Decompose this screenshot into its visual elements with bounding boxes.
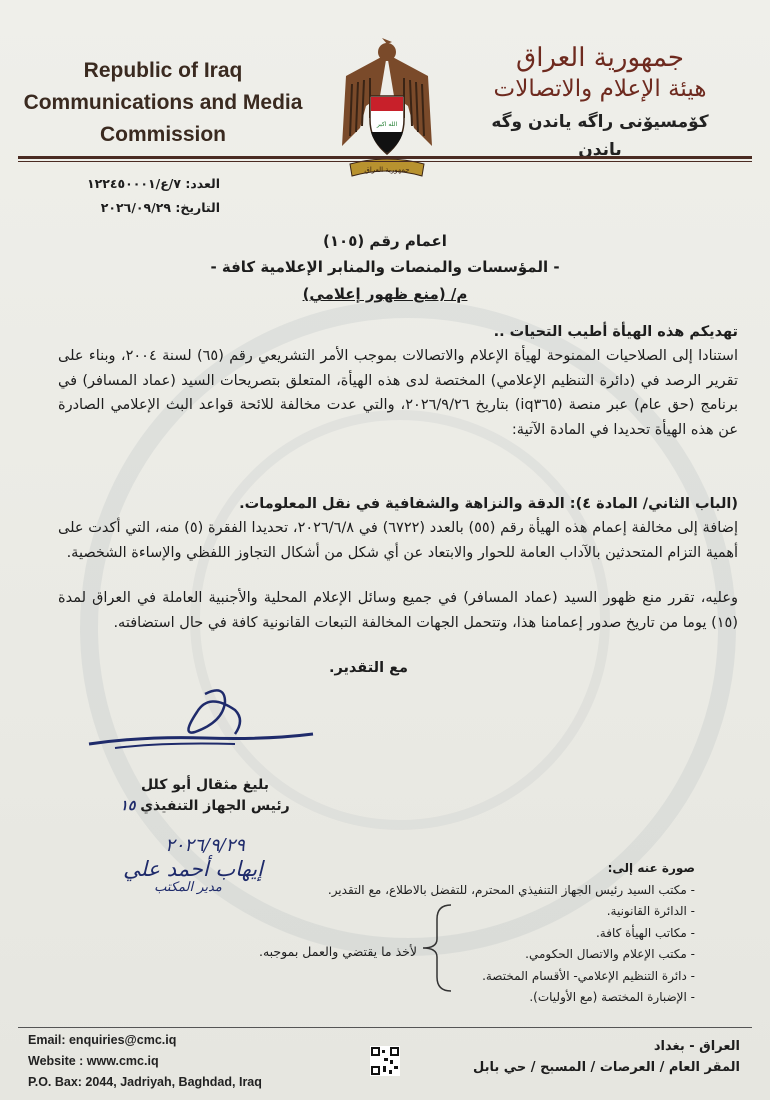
signature-scribble — [85, 682, 315, 762]
copies-item: - الدائرة القانونية. — [606, 904, 695, 918]
reference-block — [60, 172, 220, 220]
body-paragraph-3: وعليه، تقرر منع ظهور السيد (عماد المسافر) في جميع وسائل الإعلام المحلية والأجنبية العاملة في العراق لمدة (١٥) يوما من تاريخ صدور إعمامنا هذا، وتتحمل الجهات المخالفة التبعات القانونية كافة في حال استضافته. — [58, 590, 738, 631]
qr-code-icon — [370, 1046, 400, 1076]
footer-contact — [28, 1030, 262, 1093]
signatory-title-text: رئيس الجهاز التنفيذي — [140, 798, 290, 814]
copies-item: - مكتب الإعلام والاتصال الحكومي. — [525, 947, 695, 961]
copies-item: - الإضبارة المختصة (مع الأوليات). — [529, 990, 695, 1004]
copies-item: - مكاتب الهيأة كافة. — [595, 925, 695, 940]
arabic-letterhead-line1: جمهورية العراق — [516, 43, 684, 73]
reference-date: التاريخ: ٢٠٢٦/٠٩/٢٩ — [100, 200, 220, 215]
footer-email: Email: enquiries@cmc.iq — [28, 1033, 177, 1047]
footer-address-detail: المقر العام / العرصات / المسبح / حي بابل — [472, 1060, 740, 1075]
circular-subject: م/ (منع ظهور إعلامي) — [302, 285, 468, 303]
handwritten-office-manager: إيهاب أحمد علي — [123, 857, 263, 881]
footer-address-city: العراق - بغداد — [653, 1039, 740, 1054]
emblem-ribbon-text: جمهورية العراق — [364, 166, 410, 174]
english-letterhead-line1: Republic of Iraq — [83, 59, 243, 82]
copies-item: - مكتب السيد رئيس الجهاز التنفيذي المحترم، للتفضل بالاطلاع، مع التقدير. — [327, 882, 695, 897]
english-letterhead-line3: Commission — [99, 123, 227, 146]
closing: مع التقدير. — [328, 660, 408, 676]
footer-pobox: P.O. Bax: 2044, Jadriyah, Baghdad, Iraq — [28, 1075, 262, 1089]
handwritten-prefix: ١٥ — [120, 798, 136, 814]
body-paragraph-2: إضافة إلى مخالفة إعمام هذه الهيأة رقم (٥٥) بالعدد (٦٧٢٢) في ٢٠٢٦/٦/٨، تحديدا الفقرة (٥) منه، التي أكدت على أهمية التزام المتحدثين بالآداب العامة للحوار والابتعاد عن أي شكل من أشكال التجاوز اللفظي والإساءة الشخصية. — [58, 520, 739, 561]
english-letterhead — [18, 55, 308, 151]
handwritten-date: ٢٠٢٦/٩/٢٩ — [165, 835, 245, 856]
footer-rule — [18, 1027, 752, 1028]
reference-number: العدد: ٧/ع/١٢٢٤٥٠٠٠١ — [86, 176, 220, 191]
header-rule-thin — [18, 161, 752, 162]
greeting: تهديكم هذه الهيأة أطيب التحيات .. — [493, 324, 738, 340]
arabic-letterhead — [470, 42, 730, 164]
copies-instruction: لأخذ ما يقتضي والعمل بموجبه. — [258, 944, 417, 959]
signatory-title — [110, 796, 300, 817]
header-rule — [18, 156, 752, 159]
copies-item: - دائرة التنظيم الإعلامي- الأقسام المختصة. — [482, 968, 695, 983]
iraq-eagle-emblem-icon — [336, 36, 438, 186]
brace-icon — [415, 903, 455, 993]
body-paragraph-1: استنادا إلى الصلاحيات الممنوحة لهيأة الإعلام والاتصالات بموجب الأمر التشريعي رقم (٦٥) لسنة ٢٠٠٤، وبناء على تقرير الرصد في (دائرة التنظيم الإعلامي) المختصة لدى هذه الهيأة، المتعلق بتصريحات السيد (عماد المسافر) في برنامج (حق عام) عبر منصة (iq٣٦٥) بتاريخ ٢٠٢٦/٩/٢٦، والتي عدت مخالفة للائحة قواعد البث الإعلامي الصادرة عن هذه الهيأة تحديدا في المادة الآتية: — [58, 348, 738, 438]
signature-block — [110, 775, 300, 817]
circular-recipients: - المؤسسات والمنصات والمنابر الإعلامية كافة - — [210, 258, 560, 276]
handwritten-office-title: مدير المكتب — [154, 880, 222, 895]
violated-article: (الباب الثاني/ المادة ٤): الدقة والنزاهة والشفافية في نقل المعلومات. — [239, 496, 738, 512]
svg-text:الله اكبر: الله اكبر — [376, 121, 398, 128]
footer-website: Website : www.cmc.iq — [28, 1054, 159, 1068]
signatory-name: بليغ مثقال أبو كلل — [141, 777, 269, 793]
english-letterhead-line2: Communications and Media — [23, 91, 303, 114]
copies-header: صورة عنه إلى: — [607, 861, 695, 875]
kurdish-letterhead-line: كۆمسيۆنى راگه ياندن وگه ياندن — [491, 112, 709, 160]
circular-number: اعمام رقم (١٠٥) — [323, 232, 447, 250]
footer-address — [460, 1036, 740, 1078]
copies-list — [275, 858, 695, 1009]
arabic-letterhead-line2: هيئة الإعلام والاتصالات — [493, 76, 707, 102]
